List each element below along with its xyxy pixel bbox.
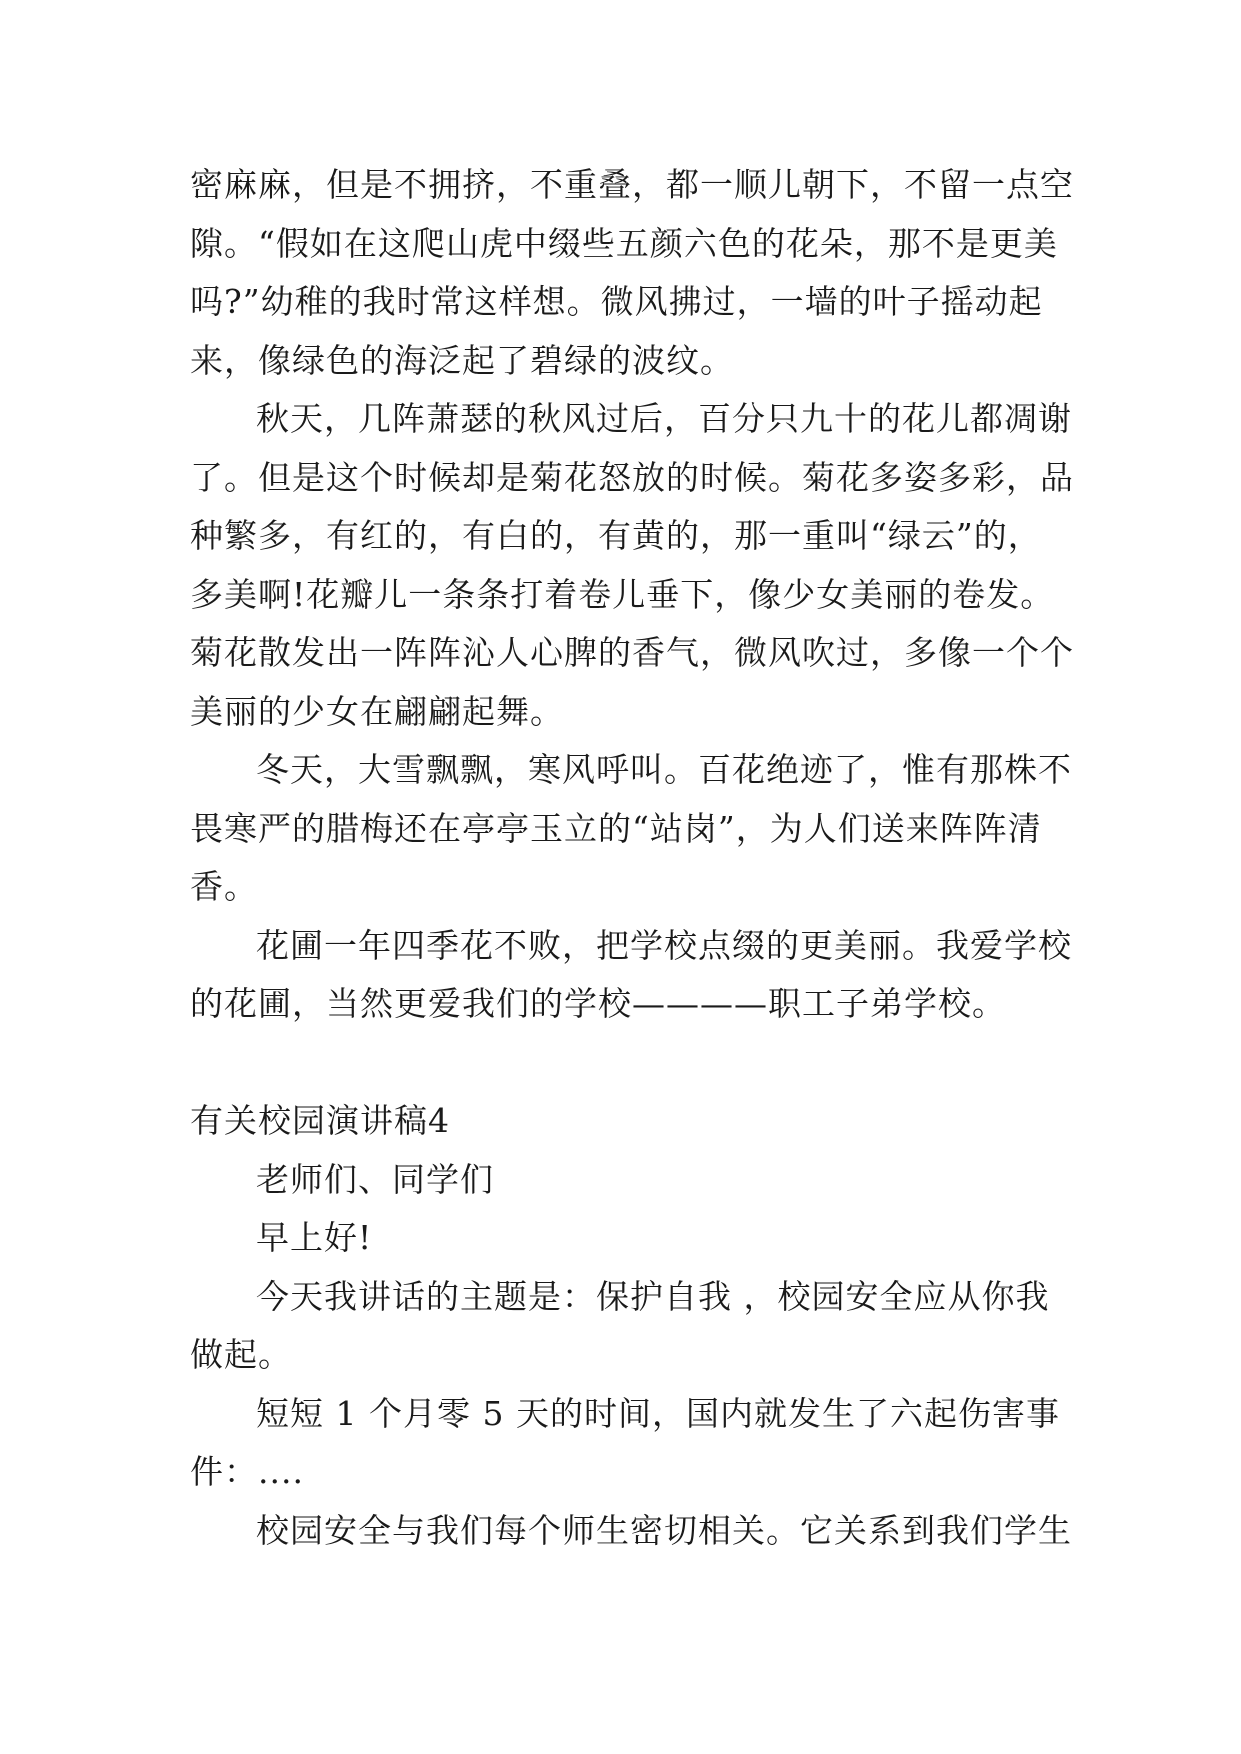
text-line: 美丽的少女在翩翩起舞。	[190, 691, 564, 731]
section-spacer	[190, 1034, 1050, 1093]
text-line: 菊花散发出一阵阵沁人心脾的香气，微风吹过，多像一个个	[190, 633, 1074, 672]
text-line: 密麻麻，但是不拥挤，不重叠，都一顺儿朝下，不留一点空	[190, 165, 1074, 204]
text-line: 香。	[190, 867, 258, 906]
text-line: 冬天，大雪飘飘，寒风呼叫。百花绝迹了，惟有那株不	[256, 750, 1072, 789]
paragraph-winter	[190, 741, 1072, 917]
text-line: 花圃一年四季花不败，把学校点缀的更美丽。我爱学校	[256, 925, 1072, 965]
speech-heading: 有关校园演讲稿4	[190, 1101, 450, 1140]
paragraph-summer	[190, 156, 1074, 390]
document-body	[190, 156, 1074, 1560]
speech-section	[190, 1092, 1072, 1560]
speech-paragraph-safety	[190, 1502, 1072, 1561]
text-line: 做起。	[190, 1335, 292, 1374]
speech-salutation: 早上好!	[256, 1218, 373, 1257]
speech-paragraph-incidents	[190, 1385, 1060, 1502]
speech-greeting: 老师们、同学们	[256, 1159, 494, 1199]
text-line: 今天我讲话的主题是：保护自我 ，校园安全应从你我	[256, 1276, 1050, 1316]
paragraph-conclusion	[190, 917, 1072, 1034]
text-line: 隙。“假如在这爬山虎中缀些五颜六色的花朵，那不是更美	[190, 223, 1058, 263]
text-line: 畏寒严的腊梅还在亭亭玉立的“站岗”，为人们送来阵阵清	[190, 808, 1042, 848]
paragraph-autumn	[190, 390, 1074, 741]
text-line: 种繁多，有红的，有白的，有黄的，那一重叫“绿云”的，	[190, 516, 1042, 555]
text-line: 来，像绿色的海泛起了碧绿的波纹。	[190, 340, 734, 380]
text-line: 多美啊!花瓣儿一条条打着卷儿垂下，像少女美丽的卷发。	[190, 574, 1055, 614]
text-line: 的花圃，当然更爱我们的学校————职工子弟学校。	[190, 984, 1006, 1023]
text-line: 了。但是这个时候却是菊花怒放的时候。菊花多姿多彩，品	[190, 457, 1074, 497]
text-line: 秋天，几阵萧瑟的秋风过后，百分只九十的花儿都凋谢	[256, 399, 1072, 438]
text-line: 校园安全与我们每个师生密切相关。它关系到我们学生	[256, 1510, 1072, 1550]
text-line: 吗?”幼稚的我时常这样想。微风拂过，一墙的叶子摇动起	[190, 282, 1043, 321]
speech-paragraph-topic	[190, 1268, 1050, 1385]
text-line: 短短 1 个月零 5 天的时间，国内就发生了六起伤害事	[256, 1393, 1060, 1433]
text-line: 件：....	[190, 1452, 304, 1491]
